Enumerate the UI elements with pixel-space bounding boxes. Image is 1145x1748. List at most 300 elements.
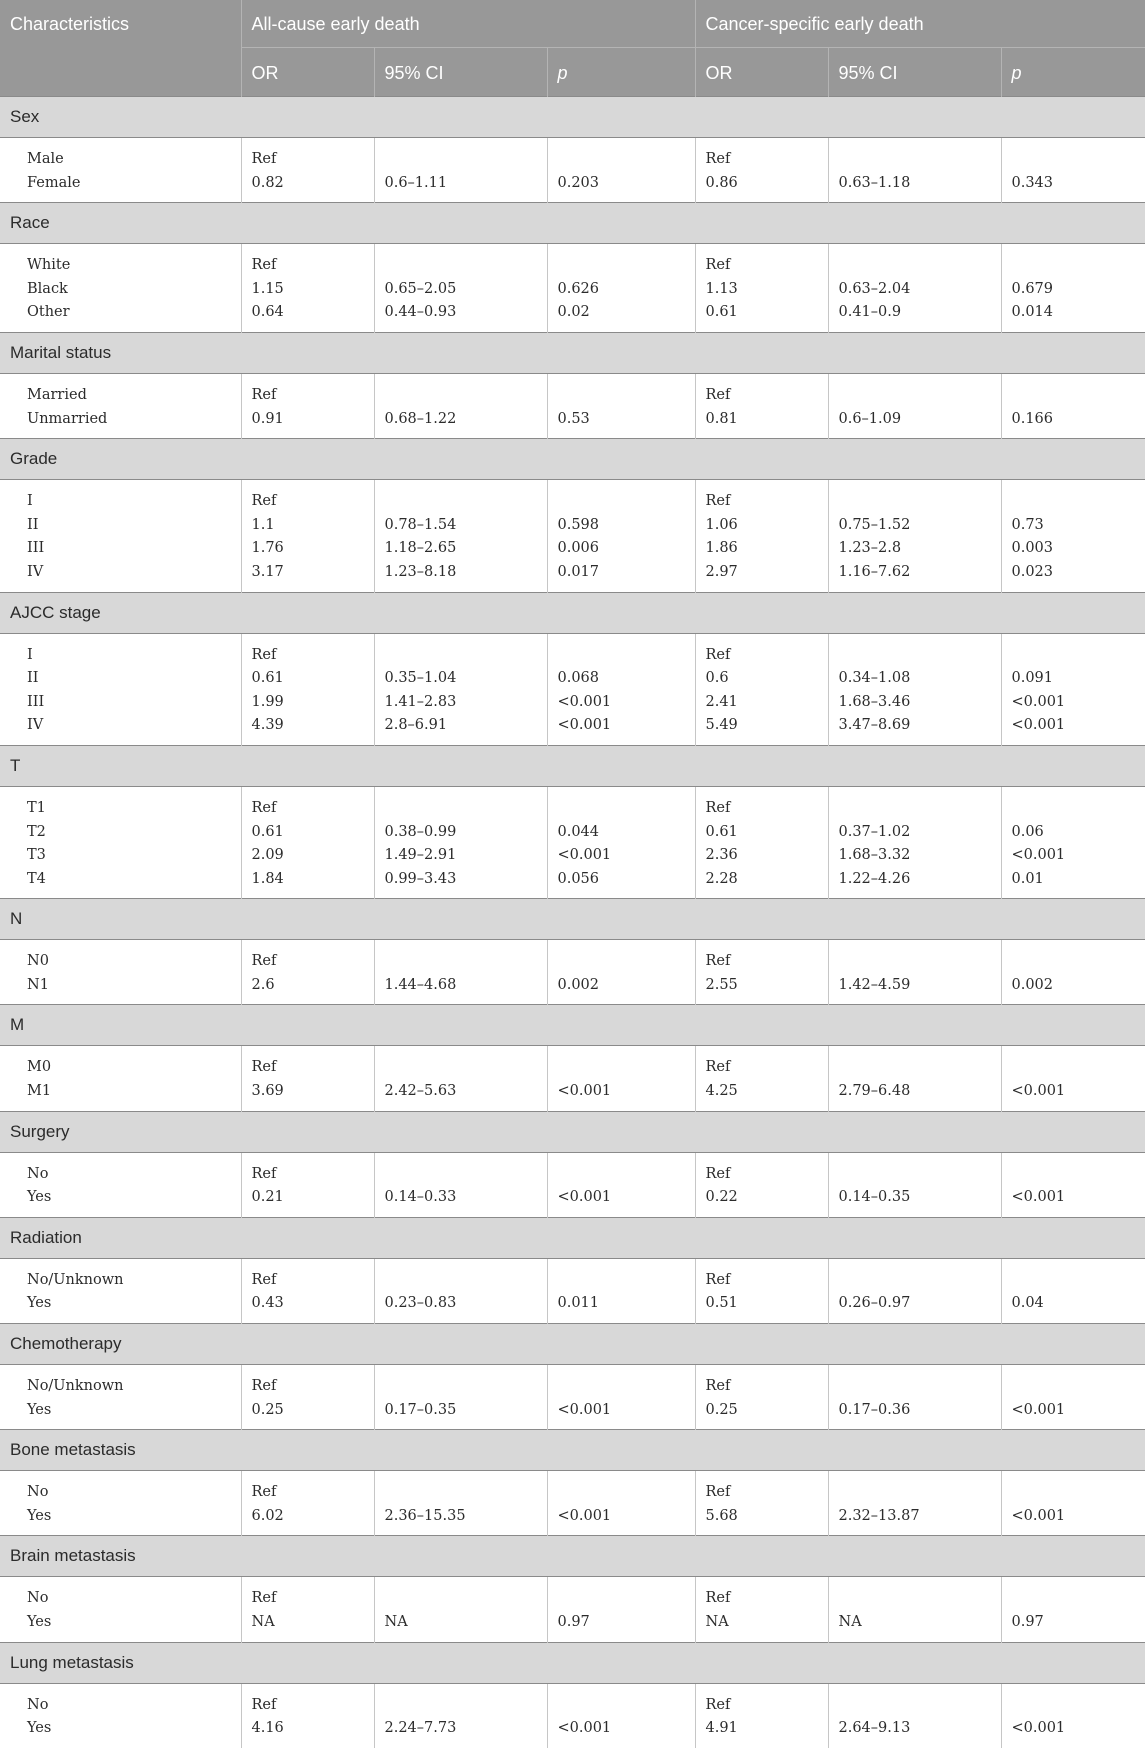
ci-all-cause-cell	[374, 1471, 547, 1536]
cell-value: T2	[27, 823, 46, 840]
category-row	[0, 1324, 1145, 1365]
or-all-cause-cell	[241, 1471, 374, 1536]
cell-value: T3	[27, 847, 46, 864]
cell-value: Other	[27, 304, 70, 321]
cell-value: <0.001	[1011, 1189, 1066, 1206]
p-cancer-specific-cell	[1001, 1046, 1145, 1111]
cell-value: No	[27, 1165, 49, 1182]
cell-value	[385, 384, 539, 408]
category-row	[0, 97, 1145, 138]
cell-value	[1012, 148, 1138, 172]
category-row	[0, 1005, 1145, 1046]
cell-value: Ref	[705, 1165, 731, 1182]
or-all-cause-cell	[241, 1258, 374, 1323]
cell-value: 0.37–1.02	[838, 823, 911, 840]
cell-value: <0.001	[557, 847, 612, 864]
cell-value: <0.001	[557, 1401, 612, 1418]
cell-value: Ref	[705, 1378, 731, 1395]
or-all-cause-cell	[241, 244, 374, 333]
cell-value: 2.8–6.91	[384, 717, 448, 734]
table-row	[0, 480, 1145, 592]
cell-value: 4.91	[705, 1720, 738, 1737]
cell-value	[1012, 797, 1138, 821]
ci-all-cause-cell	[374, 1365, 547, 1430]
cell-value: Yes	[27, 1507, 52, 1524]
cell-value	[385, 1056, 539, 1080]
cell-value: No	[27, 1484, 49, 1501]
cell-value: 0.6	[705, 670, 729, 687]
cell-value: 2.64–9.13	[838, 1720, 911, 1737]
p-cancer-specific-cell	[1001, 373, 1145, 438]
characteristic-cell	[0, 138, 241, 203]
cell-value: <0.001	[1011, 1507, 1066, 1524]
ci-cancer-specific-cell	[828, 786, 1001, 898]
or-all-cause-cell	[241, 1046, 374, 1111]
cell-value: Ref	[705, 1484, 731, 1501]
or-cancer-specific-cell	[695, 1152, 828, 1217]
cell-value	[558, 1587, 687, 1611]
category-row	[0, 1642, 1145, 1683]
characteristic-cell	[0, 1152, 241, 1217]
cell-value: <0.001	[557, 1720, 612, 1737]
cell-value	[1012, 254, 1138, 278]
category-label: Marital status	[0, 332, 1145, 373]
cell-value: 0.97	[1011, 1614, 1044, 1630]
cell-value: 1.76	[251, 540, 284, 557]
ci-cancer-specific-cell	[828, 1471, 1001, 1536]
cell-value: 0.023	[1011, 563, 1054, 580]
table-row	[0, 1152, 1145, 1217]
or-cancer-specific-cell	[695, 1471, 828, 1536]
ci-all-cause-cell	[374, 1046, 547, 1111]
cell-value	[385, 490, 539, 514]
p-all-cause-cell	[547, 1258, 695, 1323]
category-row	[0, 592, 1145, 633]
cell-value: 0.14–0.33	[384, 1189, 457, 1206]
cell-value: Female	[27, 174, 81, 191]
cell-value: 0.73	[1011, 516, 1044, 533]
cell-value: 0.679	[1011, 280, 1054, 297]
cell-value: <0.001	[557, 1083, 612, 1100]
cell-value	[839, 1269, 993, 1293]
cell-value: NA	[705, 1614, 729, 1630]
cell-value: Yes	[27, 1189, 52, 1206]
cell-value	[1012, 1694, 1138, 1718]
cell-value	[1012, 950, 1138, 974]
or-cancer-specific-cell	[695, 1046, 828, 1111]
cell-value: 0.02	[557, 304, 590, 321]
or-cancer-specific-cell	[695, 1577, 828, 1642]
ci-all-cause-cell	[374, 1152, 547, 1217]
cell-value: 0.34–1.08	[838, 670, 911, 687]
cell-value	[385, 254, 539, 278]
cell-value	[839, 797, 993, 821]
cell-value: Unmarried	[27, 410, 108, 427]
cell-value: 0.26–0.97	[838, 1295, 911, 1312]
or-all-cause-cell	[241, 1152, 374, 1217]
cell-value: Married	[27, 386, 87, 403]
p-all-cause-cell	[547, 786, 695, 898]
ci-cancer-specific-cell	[828, 1258, 1001, 1323]
cell-value: 1.44–4.68	[384, 976, 457, 993]
cell-value: 0.017	[557, 563, 600, 580]
characteristics-header: Characteristics	[0, 0, 241, 97]
cancer-specific-header: Cancer-specific early death	[695, 0, 1145, 48]
cell-value: Ref	[251, 953, 277, 970]
cell-value: 3.47–8.69	[838, 717, 911, 734]
cell-value	[558, 1269, 687, 1293]
p-cancer-specific-cell	[1001, 633, 1145, 745]
cell-value: 1.15	[251, 280, 284, 297]
p-header-cancer-specific: p	[1001, 48, 1145, 97]
cell-value: Ref	[705, 386, 731, 403]
or-cancer-specific-cell	[695, 940, 828, 1005]
cell-value: 0.01	[1011, 870, 1044, 887]
cell-value	[385, 1481, 539, 1505]
category-label: Race	[0, 203, 1145, 244]
cell-value: 2.36	[705, 847, 738, 864]
cell-value: Ref	[705, 1059, 731, 1076]
cell-value	[1012, 1587, 1138, 1611]
cell-value	[558, 1481, 687, 1505]
cell-value: Ref	[705, 646, 731, 663]
cell-value: 2.09	[251, 847, 284, 864]
table-row	[0, 1683, 1145, 1748]
cell-value: I	[27, 646, 33, 663]
category-label: Brain metastasis	[0, 1536, 1145, 1577]
or-all-cause-cell	[241, 786, 374, 898]
cell-value: 1.13	[705, 280, 738, 297]
cell-value	[385, 1163, 539, 1187]
cell-value: IV	[27, 563, 44, 580]
ci-cancer-specific-cell	[828, 1365, 1001, 1430]
cell-value: 0.91	[251, 410, 284, 427]
category-row	[0, 203, 1145, 244]
cell-value: 0.86	[705, 174, 738, 191]
cell-value: 1.23–8.18	[384, 563, 457, 580]
cell-value: Ref	[705, 1271, 731, 1288]
cell-value	[839, 254, 993, 278]
cell-value: 0.003	[1011, 540, 1054, 557]
cell-value: 0.65–2.05	[384, 280, 457, 297]
cell-value: 0.044	[557, 823, 600, 840]
or-cancer-specific-cell	[695, 1365, 828, 1430]
table-row	[0, 373, 1145, 438]
cell-value: 0.166	[1011, 410, 1054, 427]
cell-value: 4.39	[251, 717, 284, 734]
cell-value: Yes	[27, 1614, 52, 1630]
p-header-all-cause: p	[547, 48, 695, 97]
cell-value	[558, 254, 687, 278]
ci-cancer-specific-cell	[828, 480, 1001, 592]
characteristic-cell	[0, 1046, 241, 1111]
cell-value: 2.97	[705, 563, 738, 580]
cell-value: Ref	[251, 1484, 277, 1501]
p-all-cause-cell	[547, 373, 695, 438]
ci-cancer-specific-cell	[828, 1683, 1001, 1748]
cell-value: Ref	[251, 1059, 277, 1076]
or-cancer-specific-cell	[695, 373, 828, 438]
p-all-cause-cell	[547, 940, 695, 1005]
p-all-cause-cell	[547, 1471, 695, 1536]
cell-value: 0.343	[1011, 174, 1054, 191]
cell-value	[839, 384, 993, 408]
cell-value	[839, 148, 993, 172]
category-row	[0, 332, 1145, 373]
cell-value: 1.86	[705, 540, 738, 557]
characteristic-cell	[0, 1577, 241, 1642]
cell-value: 0.14–0.35	[838, 1189, 911, 1206]
cell-value: 0.06	[1011, 823, 1044, 840]
table-row	[0, 1046, 1145, 1111]
cell-value: M1	[27, 1083, 52, 1100]
characteristic-cell	[0, 480, 241, 592]
characteristic-cell	[0, 373, 241, 438]
table-row	[0, 940, 1145, 1005]
cell-value	[385, 644, 539, 668]
cell-value: III	[27, 693, 45, 710]
cell-value	[558, 148, 687, 172]
cell-value: Ref	[251, 1165, 277, 1182]
cell-value: 2.32–13.87	[838, 1507, 920, 1524]
cell-value: <0.001	[1011, 717, 1066, 734]
ci-all-cause-cell	[374, 480, 547, 592]
p-all-cause-cell	[547, 480, 695, 592]
ci-cancer-specific-cell	[828, 138, 1001, 203]
cell-value: 2.42–5.63	[384, 1083, 457, 1100]
cell-value	[1012, 384, 1138, 408]
cell-value: Ref	[251, 799, 277, 816]
cell-value	[839, 1375, 993, 1399]
cell-value: Yes	[27, 1720, 52, 1737]
cell-value: 0.68–1.22	[384, 410, 457, 427]
cell-value: 0.056	[557, 870, 600, 887]
cell-value: Ref	[251, 257, 277, 274]
cell-value: <0.001	[557, 1189, 612, 1206]
cell-value: 2.41	[705, 693, 738, 710]
cell-value: 0.51	[705, 1295, 738, 1312]
cell-value: 0.78–1.54	[384, 516, 457, 533]
cell-value: 0.64	[251, 304, 284, 321]
cell-value: 0.53	[557, 410, 590, 427]
p-cancer-specific-cell	[1001, 1365, 1145, 1430]
cell-value	[385, 797, 539, 821]
ci-cancer-specific-cell	[828, 1152, 1001, 1217]
cell-value: <0.001	[1011, 693, 1066, 710]
category-label: AJCC stage	[0, 592, 1145, 633]
cell-value: 4.16	[251, 1720, 284, 1737]
p-cancer-specific-cell	[1001, 1683, 1145, 1748]
category-label: Surgery	[0, 1111, 1145, 1152]
ci-all-cause-cell	[374, 244, 547, 333]
cell-value: N0	[27, 953, 49, 970]
or-cancer-specific-cell	[695, 138, 828, 203]
characteristic-cell	[0, 940, 241, 1005]
or-all-cause-cell	[241, 940, 374, 1005]
cell-value: 2.24–7.73	[384, 1720, 457, 1737]
cell-value: 4.25	[705, 1083, 738, 1100]
cell-value: 1.16–7.62	[838, 563, 911, 580]
p-cancer-specific-cell	[1001, 940, 1145, 1005]
cell-value: 0.82	[251, 174, 284, 191]
cell-value	[839, 950, 993, 974]
p-all-cause-cell	[547, 633, 695, 745]
p-all-cause-cell	[547, 1152, 695, 1217]
category-row	[0, 1536, 1145, 1577]
cell-value: 0.17–0.35	[384, 1401, 457, 1418]
cell-value: Black	[27, 280, 68, 297]
cell-value: 0.23–0.83	[384, 1295, 457, 1312]
ci-cancer-specific-cell	[828, 1577, 1001, 1642]
cell-value: 0.203	[557, 174, 600, 191]
cell-value: 0.002	[1011, 976, 1054, 993]
or-all-cause-cell	[241, 480, 374, 592]
or-header-all-cause: OR	[241, 48, 374, 97]
cell-value: 0.61	[705, 304, 738, 321]
cell-value	[558, 490, 687, 514]
cell-value	[839, 490, 993, 514]
cell-value: 1.1	[251, 516, 275, 533]
cell-value	[839, 1163, 993, 1187]
cell-value: <0.001	[1011, 1720, 1066, 1737]
cell-value: 0.35–1.04	[384, 670, 457, 687]
characteristic-cell	[0, 1683, 241, 1748]
or-header-cancer-specific: OR	[695, 48, 828, 97]
cell-value: Ref	[251, 151, 277, 167]
ci-all-cause-cell	[374, 940, 547, 1005]
cell-value: 0.21	[251, 1189, 284, 1206]
characteristic-cell	[0, 1365, 241, 1430]
cell-value: III	[27, 540, 45, 557]
cell-value: II	[27, 516, 39, 533]
ci-all-cause-cell	[374, 1577, 547, 1642]
or-cancer-specific-cell	[695, 1683, 828, 1748]
cell-value: 2.36–15.35	[384, 1507, 466, 1524]
cell-value: M0	[27, 1059, 52, 1076]
ci-header-all-cause: 95% CI	[374, 48, 547, 97]
cell-value: No/Unknown	[27, 1378, 124, 1395]
or-cancer-specific-cell	[695, 1258, 828, 1323]
cell-value: 0.17–0.36	[838, 1401, 911, 1418]
cell-value	[1012, 1269, 1138, 1293]
p-cancer-specific-cell	[1001, 1258, 1145, 1323]
cell-value: Ref	[705, 1696, 731, 1713]
or-all-cause-cell	[241, 1365, 374, 1430]
cell-value: 0.068	[557, 670, 600, 687]
ci-all-cause-cell	[374, 1258, 547, 1323]
or-all-cause-cell	[241, 1683, 374, 1748]
cell-value: 0.011	[557, 1295, 600, 1312]
cell-value	[558, 797, 687, 821]
ci-cancer-specific-cell	[828, 633, 1001, 745]
cell-value: <0.001	[557, 693, 612, 710]
cell-value: Male	[27, 151, 64, 167]
cell-value: 5.68	[705, 1507, 738, 1524]
cell-value: Ref	[705, 799, 731, 816]
ci-cancer-specific-cell	[828, 1046, 1001, 1111]
cell-value: 0.25	[251, 1401, 284, 1418]
cell-value	[1012, 1481, 1138, 1505]
category-label: T	[0, 745, 1145, 786]
cell-value	[1012, 1056, 1138, 1080]
cell-value: 1.22–4.26	[838, 870, 911, 887]
cell-value: 1.23–2.8	[838, 540, 902, 557]
cell-value	[839, 1694, 993, 1718]
cell-value: 0.63–2.04	[838, 280, 911, 297]
cell-value: 0.006	[557, 540, 600, 557]
cell-value: Ref	[705, 257, 731, 274]
cell-value	[385, 1694, 539, 1718]
or-all-cause-cell	[241, 373, 374, 438]
or-cancer-specific-cell	[695, 633, 828, 745]
cell-value: 2.55	[705, 976, 738, 993]
cell-value	[1012, 1163, 1138, 1187]
p-cancer-specific-cell	[1001, 480, 1145, 592]
cell-value: 3.17	[251, 563, 284, 580]
or-all-cause-cell	[241, 1577, 374, 1642]
ci-all-cause-cell	[374, 1683, 547, 1748]
cell-value	[1012, 490, 1138, 514]
cell-value: NA	[384, 1614, 408, 1630]
cell-value: 0.091	[1011, 670, 1054, 687]
cell-value: 0.6–1.09	[838, 410, 902, 427]
p-all-cause-cell	[547, 1365, 695, 1430]
category-row	[0, 1111, 1145, 1152]
ci-cancer-specific-cell	[828, 373, 1001, 438]
cell-value	[1012, 1375, 1138, 1399]
cell-value	[558, 1056, 687, 1080]
table-header	[0, 0, 1145, 97]
cell-value: White	[27, 257, 71, 274]
cell-value: 0.626	[557, 280, 600, 297]
cell-value: T4	[27, 870, 46, 887]
cell-value: Yes	[27, 1401, 52, 1418]
p-all-cause-cell	[547, 244, 695, 333]
p-cancer-specific-cell	[1001, 138, 1145, 203]
cell-value: 1.42–4.59	[838, 976, 911, 993]
cell-value: 6.02	[251, 1507, 284, 1524]
cell-value: 1.99	[251, 693, 284, 710]
ci-all-cause-cell	[374, 786, 547, 898]
cell-value: 1.41–2.83	[384, 693, 457, 710]
cell-value: 0.22	[705, 1189, 738, 1206]
p-cancer-specific-cell	[1001, 1577, 1145, 1642]
cell-value	[558, 950, 687, 974]
cell-value: Ref	[705, 151, 731, 167]
cell-value: 0.014	[1011, 304, 1054, 321]
cell-value: 0.44–0.93	[384, 304, 457, 321]
cell-value	[839, 1056, 993, 1080]
category-label: Radiation	[0, 1217, 1145, 1258]
cell-value: 2.79–6.48	[838, 1083, 911, 1100]
category-label: Lung metastasis	[0, 1642, 1145, 1683]
cell-value: 0.598	[557, 516, 600, 533]
cell-value	[558, 1375, 687, 1399]
cell-value: IV	[27, 717, 44, 734]
cell-value: Ref	[705, 493, 731, 510]
or-cancer-specific-cell	[695, 480, 828, 592]
cell-value: 1.06	[705, 516, 738, 533]
cell-value: 0.99–3.43	[384, 870, 457, 887]
cell-value: <0.001	[1011, 1083, 1066, 1100]
cell-value	[385, 950, 539, 974]
cell-value	[558, 644, 687, 668]
cell-value: 0.25	[705, 1401, 738, 1418]
cell-value	[385, 1587, 539, 1611]
ci-all-cause-cell	[374, 373, 547, 438]
ci-cancer-specific-cell	[828, 940, 1001, 1005]
cell-value	[385, 1269, 539, 1293]
